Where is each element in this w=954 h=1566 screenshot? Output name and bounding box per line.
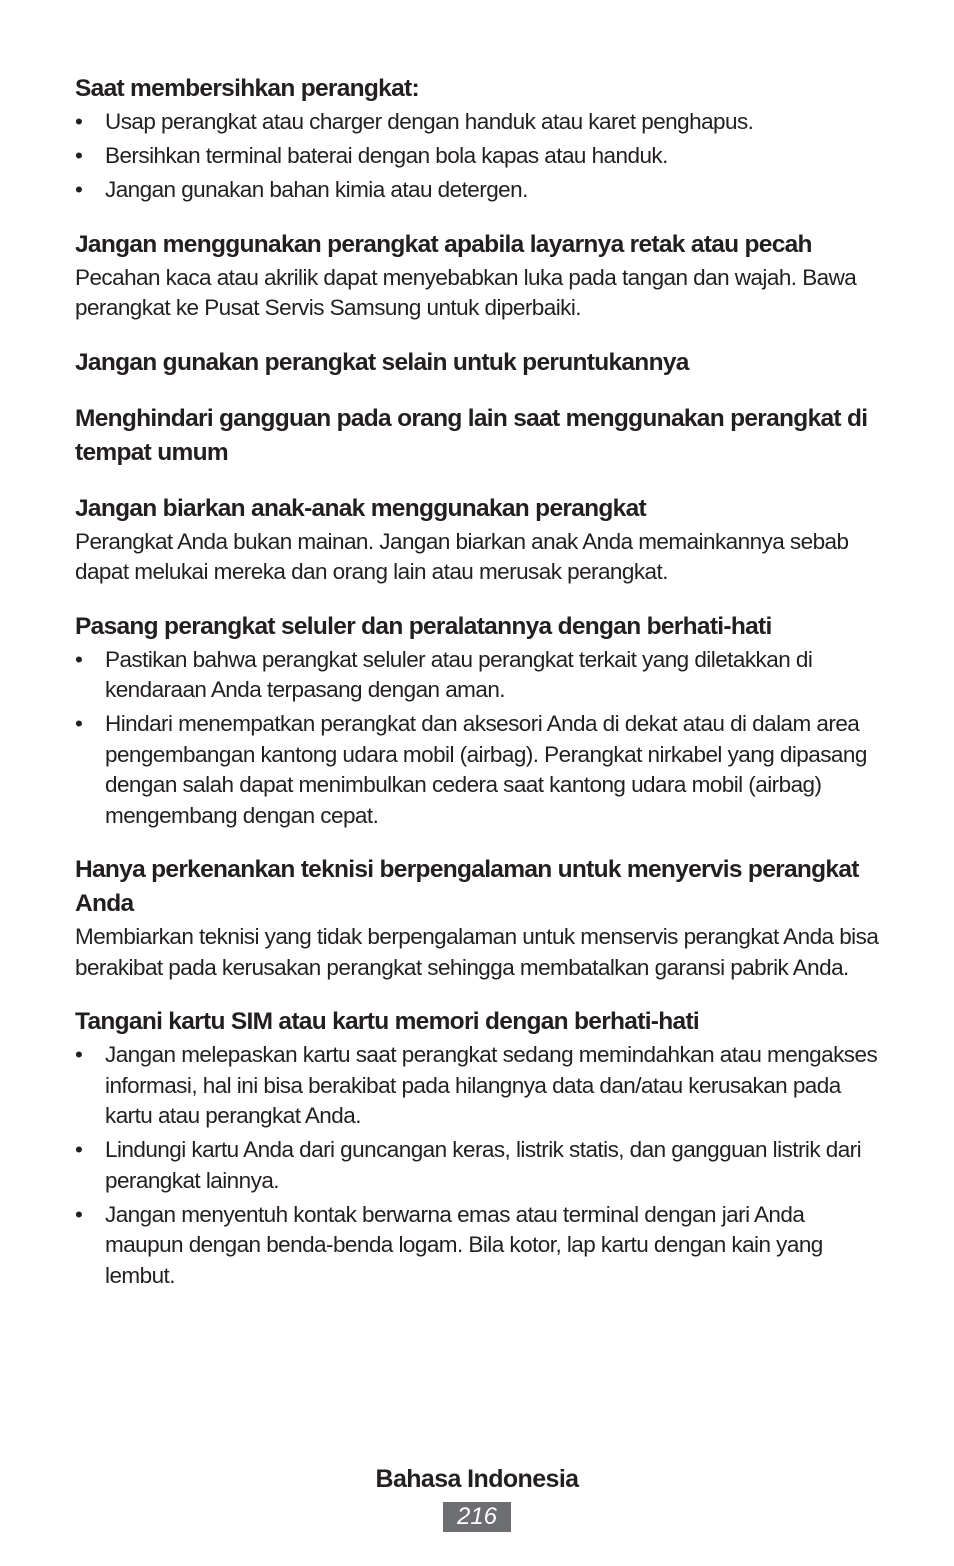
bullet-icon: • — [75, 646, 83, 672]
list-item — [75, 1040, 885, 1132]
section-heading: Jangan biarkan anak-anak menggunakan perangkat — [75, 494, 646, 522]
section-heading: Jangan menggunakan perangkat apabila layarnya retak atau pecah — [75, 230, 812, 258]
bullet-list — [75, 1040, 885, 1291]
bullet-icon: • — [75, 1137, 83, 1162]
section-children — [75, 492, 885, 588]
section-public-places — [75, 402, 885, 470]
section-cleaning — [75, 72, 885, 206]
list-item — [75, 1135, 885, 1196]
section-heading: Hanya perkenankan teknisi berpengalaman untuk menyervis perangkat Anda — [75, 856, 859, 917]
bullet-icon: • — [75, 177, 83, 202]
section-technicians — [75, 853, 885, 983]
page-footer — [0, 1462, 954, 1532]
bullet-list — [75, 107, 885, 206]
section-sim-cards — [75, 1005, 885, 1291]
bullet-icon: • — [75, 143, 83, 168]
bullet-icon: • — [75, 1201, 83, 1227]
list-item-text: Jangan melepaskan kartu saat perangkat sedang memindahkan atau mengakses informasi, hal ini bisa berakibat pada hilangnya data dan/atau kerusakan pada kartu atau perangkat Anda. — [105, 1042, 878, 1128]
list-item — [75, 141, 885, 172]
section-heading: Pasang perangkat seluler dan peralatannya dengan berhati-hati — [75, 612, 772, 640]
section-cracked-screen — [75, 228, 885, 324]
list-item-text: Hindari menempatkan perangkat dan aksesori Anda di dekat atau di dalam area pengembangan kantong udara mobil (airbag). Perangkat nirkabel yang dipasang dengan salah dapat menimbulkan cedera saat kantong udara mobil (airbag) mengembang dengan cepat. — [105, 711, 867, 828]
section-heading: Jangan gunakan perangkat selain untuk peruntukannya — [75, 348, 689, 376]
section-heading: Tangani kartu SIM atau kartu memori dengan berhati-hati — [75, 1008, 700, 1035]
bullet-icon: • — [75, 711, 83, 736]
section-paragraph: Pecahan kaca atau akrilik dapat menyebabkan luka pada tangan dan wajah. Bawa perangkat ke Pusat Servis Samsung untuk diperbaiki. — [75, 264, 857, 320]
list-item-text: Pastikan bahwa perangkat seluler atau perangkat terkait yang diletakkan di kendaraan Anda terpasang dengan aman. — [105, 646, 813, 702]
list-item — [75, 645, 885, 706]
bullet-icon: • — [75, 109, 83, 134]
section-mobile-install — [75, 610, 885, 832]
bullet-icon: • — [75, 1042, 83, 1067]
list-item-text: Lindungi kartu Anda dari guncangan keras, listrik statis, dan gangguan listrik dari perangkat lainnya. — [105, 1137, 862, 1193]
list-item-text: Bersihkan terminal baterai dengan bola kapas atau handuk. — [105, 143, 668, 168]
section-heading: Menghindari gangguan pada orang lain saat menggunakan perangkat di tempat umum — [75, 404, 868, 466]
bullet-list — [75, 645, 885, 832]
list-item — [75, 107, 885, 138]
list-item — [75, 175, 885, 206]
page-number: 216 — [443, 1502, 511, 1532]
list-item — [75, 1200, 885, 1292]
section-paragraph: Membiarkan teknisi yang tidak berpengalaman untuk menservis perangkat Anda bisa berakibat pada kerusakan perangkat sehingga membatalkan garansi pabrik Anda. — [75, 924, 879, 980]
document-body — [75, 72, 885, 1291]
list-item — [75, 709, 885, 831]
section-paragraph: Perangkat Anda bukan mainan. Jangan biarkan anak Anda memainkannya sebab dapat melukai mereka dan orang lain atau merusak perangkat. — [75, 528, 849, 584]
list-item-text: Jangan gunakan bahan kimia atau detergen. — [105, 177, 528, 202]
list-item-text: Jangan menyentuh kontak berwarna emas atau terminal dengan jari Anda maupun dengan benda-benda logam. Bila kotor, lap kartu dengan kain yang lembut. — [105, 1201, 823, 1288]
section-intended-use — [75, 346, 885, 380]
list-item-text: Usap perangkat atau charger dengan handuk atau karet penghapus. — [105, 109, 754, 134]
section-heading: Saat membersihkan perangkat: — [75, 75, 419, 102]
footer-language: Bahasa Indonesia — [375, 1465, 579, 1493]
